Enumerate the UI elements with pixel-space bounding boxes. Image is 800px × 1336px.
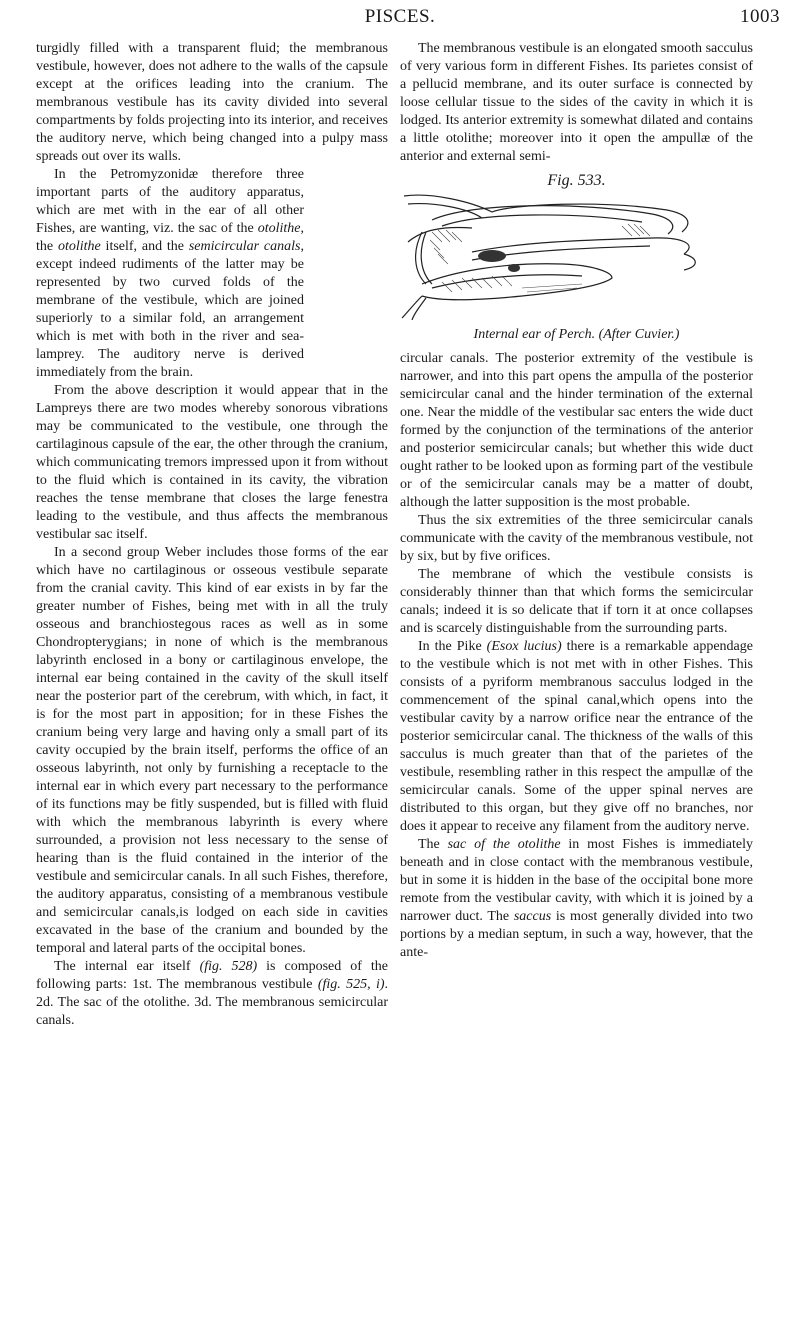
page-number: 1003 xyxy=(740,6,780,27)
paragraph: The sac of the otolithe in most Fishes is immediately beneath and in close contact with the membranous vestibule, but in some it is hidden in the base of the occipital bone more remote from the vestibular cavity, with which it is joined by a narrower duct. The saccus is most generally divided into two portions by a median septum, in such a way, however, that the ante- xyxy=(400,837,753,960)
internal-ear-illustration xyxy=(322,192,752,320)
left-column xyxy=(36,40,388,1030)
running-title: PISCES. xyxy=(364,6,436,27)
paragraph: In a second group Weber includes those forms of the ear which have no cartilaginous or osseous vestibule separate from the cranial cavity. This kind of ear exists in by far the greater number of Fishes, being met with in all the truly osseous and branchiostegous races as well as in some Chondropterygians; in none of which is the membranous labyrinth enclosed in a bony or cartilaginous envelope, the internal ear being contained in the cavity of the skull itself near the posterior part of the cerebrum, with which, in fact, it is for the most part in apposition; for in these Fishes the cranium being very large and having only a small part of its cavity occupied by the brain itself, performs the office of an osseous labyrinth, not only by furnishing a receptacle to the internal ear in which every part necessary to the performance of its functions may be fitly suspended, but is filled with fluid with which the membranous labyrinth is every where surrounded, a provision not less necessary to the sense of hearing than is the fluid contained in the interior of the vestibule and semicircular canals. In all such Fishes, therefore, the auditory apparatus, consisting of a membranous vestibule and semicircular canals,is lodged on each side in cavities excavated in the base of the cranium and bounded by the temporal and lateral parts of the occipital bones. xyxy=(36,545,388,956)
paragraph: The internal ear itself (fig. 528) is composed of the following parts: 1st. The membranous vestibule (fig. 525, i). 2d. The sac of the otolithe. 3d. The membranous semicircular canals. xyxy=(36,959,388,1028)
right-column xyxy=(400,40,753,962)
paragraph: Thus the six extremities of the three semicircular canals communicate with the cavity of the membranous vestibule, not by six, but by five orifices. xyxy=(400,513,753,564)
paragraph: circular canals. The posterior extremity of the vestibule is narrower, and into this part opens the ampulla of the posterior semicircular canal and the hinder termination of the external one. Near the middle of the vestibular sac enters the wide duct formed by the conjunction of the terminations of the anterior and posterior semicircular canals; but whether this wide duct ought rather to be looked upon as forming part of the vestibule or of the semicircular canals may be a matter of doubt, although the latter supposition is the most probable. xyxy=(400,351,753,510)
page-header xyxy=(0,0,800,38)
figure-internal-ear-perch xyxy=(400,192,753,320)
paragraph: turgidly filled with a transparent fluid; the membranous vestibule, however, does not adhere to the walls of the capsule except at the orifices leading into the cranium. The membranous vestibule has its cavity divided into several compartments by folds projecting into its interior, and receives the auditory nerve, which being changed into a pulpy mass spreads out over its walls. xyxy=(36,41,388,164)
paragraph: In the Pike (Esox lucius) there is a remarkable appendage to the vestibule which is not met with in other Fishes. This consists of a pyriform membranous sacculus lodged in the commencement of the spinal canal,which opens into the vestibular cavity by a narrow orifice near the entrance of the posterior semicircular canal. The thickness of the walls of this sacculus is much greater than that of the parietes of the vestibule, resembling rather in this respect the ampullæ of the semicircular canals. Some of the upper spinal nerves are distributed to this organ, but they give off no branches, nor does it appear to receive any filament from the auditory nerve. xyxy=(400,639,753,834)
paragraph: The membrane of which the vestibule consists is considerably thinner than that which forms the semicircular canals; indeed it is so delicate that if torn it at once collapses and is scarcely distinguishable from the surrounding parts. xyxy=(400,567,753,636)
figure-caption: Internal ear of Perch. (After Cuvier.) xyxy=(473,327,680,342)
figure-label: Fig. 533. xyxy=(547,172,606,189)
paragraph: In the Petromyzonidæ therefore three important parts of the auditory apparatus, which are met with in the ear of all other Fishes, are wanting, viz. the sac of the otolithe, the otolithe itself, and the semicircular canals, except indeed rudiments of the latter may be represented by two curved folds of the membrane of the vestibule, which are joined superiorly to a similar fold, an arrangement which is met with both in the river and sea-lamprey. The auditory nerve is derived immediately from the brain. xyxy=(36,167,304,380)
paragraph: The membranous vestibule is an elongated smooth sacculus of very various form in different Fishes. Its parietes consist of a pellucid membrane, and its outer surface is connected by loose cellular tissue to the sides of the cavity in which it is lodged. Its anterior extremity is somewhat dilated and contains a little otolithe; moreover into it open the ampullæ of the anterior and external semi- xyxy=(400,41,753,164)
paragraph: From the above description it would appear that in the Lampreys there are two modes whereby sonorous vibrations may be communicated to the vestibule, one through the cartilaginous capsule of the ear, the other through the cranium, which communicating tremors impressed upon it from without to the fluid which is contained in its cavity, the vibration reaches the tense membrane that closes the large fenestra leading to the vestibule, and thus affects the membranous vestibular sac itself. xyxy=(36,383,388,542)
